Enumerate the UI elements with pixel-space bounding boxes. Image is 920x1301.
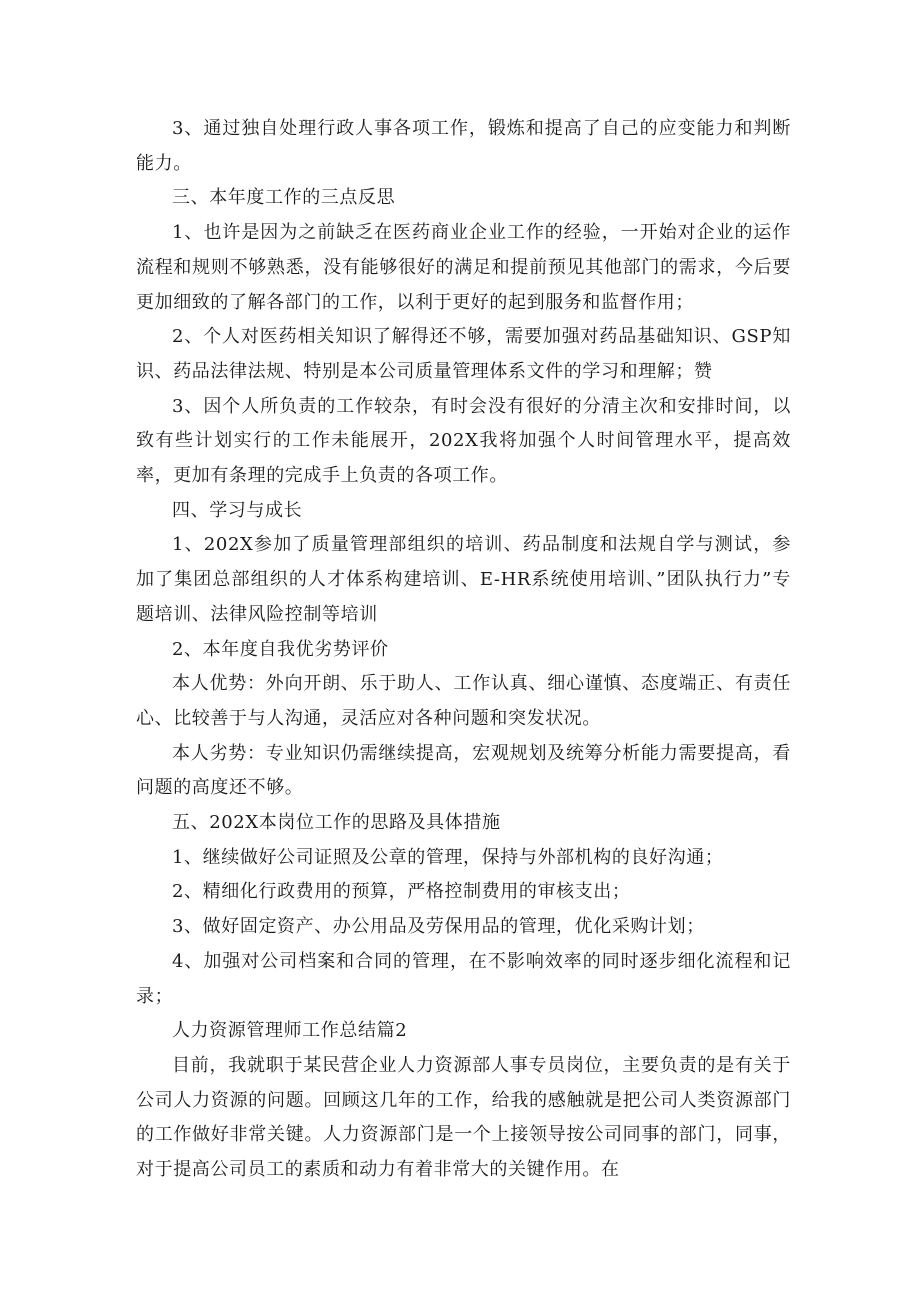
paragraph-measure-1: 1、继续做好公司证照及公章的管理，保持与外部机构的良好沟通； xyxy=(172,846,724,868)
section-heading-learning: 四、学习与成长 xyxy=(172,499,303,521)
paragraph-weaknesses: 本人劣势：专业知识仍需继续提高，宏观规划及统筹分析能力需要提高，看问题的高度还不够。 xyxy=(136,742,791,799)
document-body xyxy=(136,112,791,1188)
section-heading-reflection: 三、本年度工作的三点反思 xyxy=(172,187,396,209)
subheading-self-evaluation: 2、本年度自我优劣势评价 xyxy=(172,638,389,660)
paragraph-measure-2: 2、精细化行政费用的预算，严格控制费用的审核支出； xyxy=(172,881,631,903)
paragraph-reflection-3: 3、因个人所负责的工作较杂，有时会没有很好的分清主次和安排时间，以致有些计划实行的工作未能展开，202X我将加强个人时间管理水平，提高效率，更加有条理的完成手上负责的各项工作。 xyxy=(136,395,791,487)
section-heading-measures: 五、202X本岗位工作的思路及具体措施 xyxy=(172,812,501,834)
paragraph-measure-3: 3、做好固定资产、办公用品及劳保用品的管理，优化采购计划； xyxy=(172,916,705,938)
article-title-part-2: 人力资源管理师工作总结篇2 xyxy=(172,1020,408,1042)
paragraph-intro-part-2: 目前，我就职于某民营企业人力资源部人事专员岗位，主要负责的是有关于公司人力资源的问题。回顾这几年的工作，给我的感触就是把公司人类资源部门的工作做好非常关键。人力资源部门是一个上接领导按公司同事的部门，同事，对于提高公司员工的素质和动力有着非常大的关键作用。在 xyxy=(136,1054,791,1181)
paragraph-item-3-summary: 3、通过独自处理行政人事各项工作，锻炼和提高了自己的应变能力和判断能力。 xyxy=(136,118,791,174)
paragraph-strengths: 本人优势：外向开朗、乐于助人、工作认真、细心谨慎、态度端正、有责任心、比较善于与人沟通，灵活应对各种问题和突发状况。 xyxy=(136,673,791,729)
paragraph-measure-4: 4、加强对公司档案和合同的管理，在不影响效率的同时逐步细化流程和记录； xyxy=(136,950,791,1007)
paragraph-reflection-2: 2、个人对医药相关知识了解得还不够，需要加强对药品基础知识、GSP知识、药品法律法规、特别是本公司质量管理体系文件的学习和理解；赞 xyxy=(136,326,791,382)
paragraph-learning-1: 1、202X参加了质量管理部组织的培训、药品制度和法规自学与测试，参加了集团总部组织的人才体系构建培训、E-HR系统使用培训、”团队执行力”专题培训、法律风险控制等培训 xyxy=(136,534,791,625)
paragraph-reflection-1: 1、也许是因为之前缺乏在医药商业企业工作的经验，一开始对企业的运作流程和规则不够熟悉，没有能够很好的满足和提前预见其他部门的需求，今后要更加细致的了解各部门的工作，以利于更好的起到服务和监督作用； xyxy=(136,222,791,313)
